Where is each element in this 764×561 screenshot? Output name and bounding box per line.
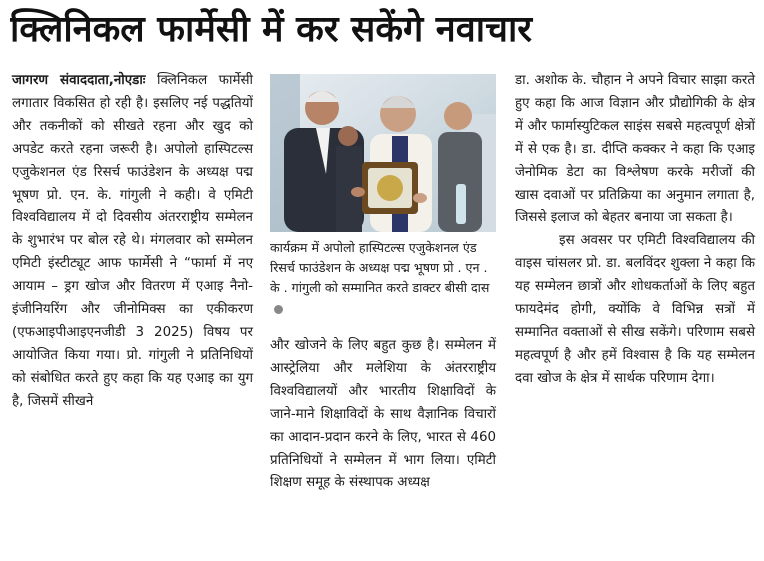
caption-text: कार्यक्रम में अपोलो हास्पिटल्स एजुकेशनल एंड रिसर्च फाउंडेशन के अध्यक्ष पद्म भूषण प्रो . एन . के . गांगुली को सम्मानित करते डाक्टर बीसी दास (270, 240, 490, 296)
column-1-paragraph (12, 70, 253, 414)
column-1-text: क्लिनिकल फार्मेसी लगातार विकसित हो रही है। इसलिए नई पद्धतियों और तकनीकों को सीखते रहना और खुद को अपडेट करते रहना जरूरी है। अपोलो हास्पिटल्स एजुकेशनल एंड रिसर्च फाउंडेशन के अध्यक्ष पद्म भूषण प्रो. एन. के. गांगुली ने कही। वे एमिटी विश्वविद्यालय में दो दिवसीय अंतरराष्ट्रीय सम्मेलन के शुभारंभ पर बोल रहे थे। मंगलवार को सम्मेलन एमिटी इंस्टीट्यूट आफ फार्मेसी ने “फार्मा में नए आयाम – ड्रग खोज और वितरण में एआइ नैनो-इंजीनियरिंग और जीनोमिक्स का एकीकरण (एफआइपीआइएनजीडी 3 2025) विषय पर आयोजित किया गया। प्रो. गांगुली ने प्रतिनिधियों को संबोधित करते हुए कहा कि यह एआइ का युग है, जिसमें सीखने (12, 73, 253, 409)
caption-end-marker (274, 305, 283, 314)
column-3-paragraph-2: इस अवसर पर एमिटी विश्वविद्यालय की वाइस चांसलर प्रो. डा. बलविंदर शुक्ला ने कहा कि यह सम्मेलन छात्रों और शोधकर्ताओं के लिए बहुत फायदेमंद होगी, क्योंकि वे विभिन्न सत्रों में सम्मानित वक्ताओं से सीख सकेंगे। परिणाम सबसे महत्वपूर्ण है और हमें विश्वास है कि यह सम्मेलन दवा खोज के क्षेत्र में सार्थक परिणाम देगा। (515, 233, 755, 386)
column-2-text: और खोजने के लिए बहुत कुछ है। सम्मेलन में आस्ट्रेलिया और मलेशिया के अंतरराष्ट्रीय विश्वविद्यालयों और भारतीय शिक्षाविदों के जाने-माने शिक्षाविदों के साथ वैज्ञानिक विचारों का आदान-प्रदान करने के लिए, भारत से 460 प्रतिनिधियों ने सम्मेलन में भाग लिया। एमिटी शिक्षण समूह के संस्थापक अध्यक्ष (270, 338, 496, 491)
photo-illustration (270, 74, 496, 232)
headline: क्लिनिकल फार्मेसी में कर सकेंगे नवाचार (10, 9, 533, 50)
byline: जागरण संवाददाता,नोएडाः (12, 73, 146, 88)
news-photo (270, 74, 496, 232)
column-3-paragraph-1: डा. अशोक के. चौहान ने अपने विचार साझा करते हुए कहा कि आज विज्ञान और प्रौद्योगिकी के क्षेत्र में और फार्मास्युटिकल साइंस सबसे महत्वपूर्ण क्षेत्रों में से एक है। डा. दीप्ति कक्कर ने कहा कि एआइ जेनोमिक डेटा का विश्लेषण करके मरीजों की खास दवाओं पर प्रतिक्रिया का अनुमान लगाता है, जिससे इलाज को बेहतर बनाया जा सकता है। (515, 73, 755, 226)
photo-caption (270, 238, 496, 319)
article-column-2 (270, 335, 496, 495)
article-column-3 (515, 70, 755, 391)
article-column-1 (12, 70, 253, 414)
